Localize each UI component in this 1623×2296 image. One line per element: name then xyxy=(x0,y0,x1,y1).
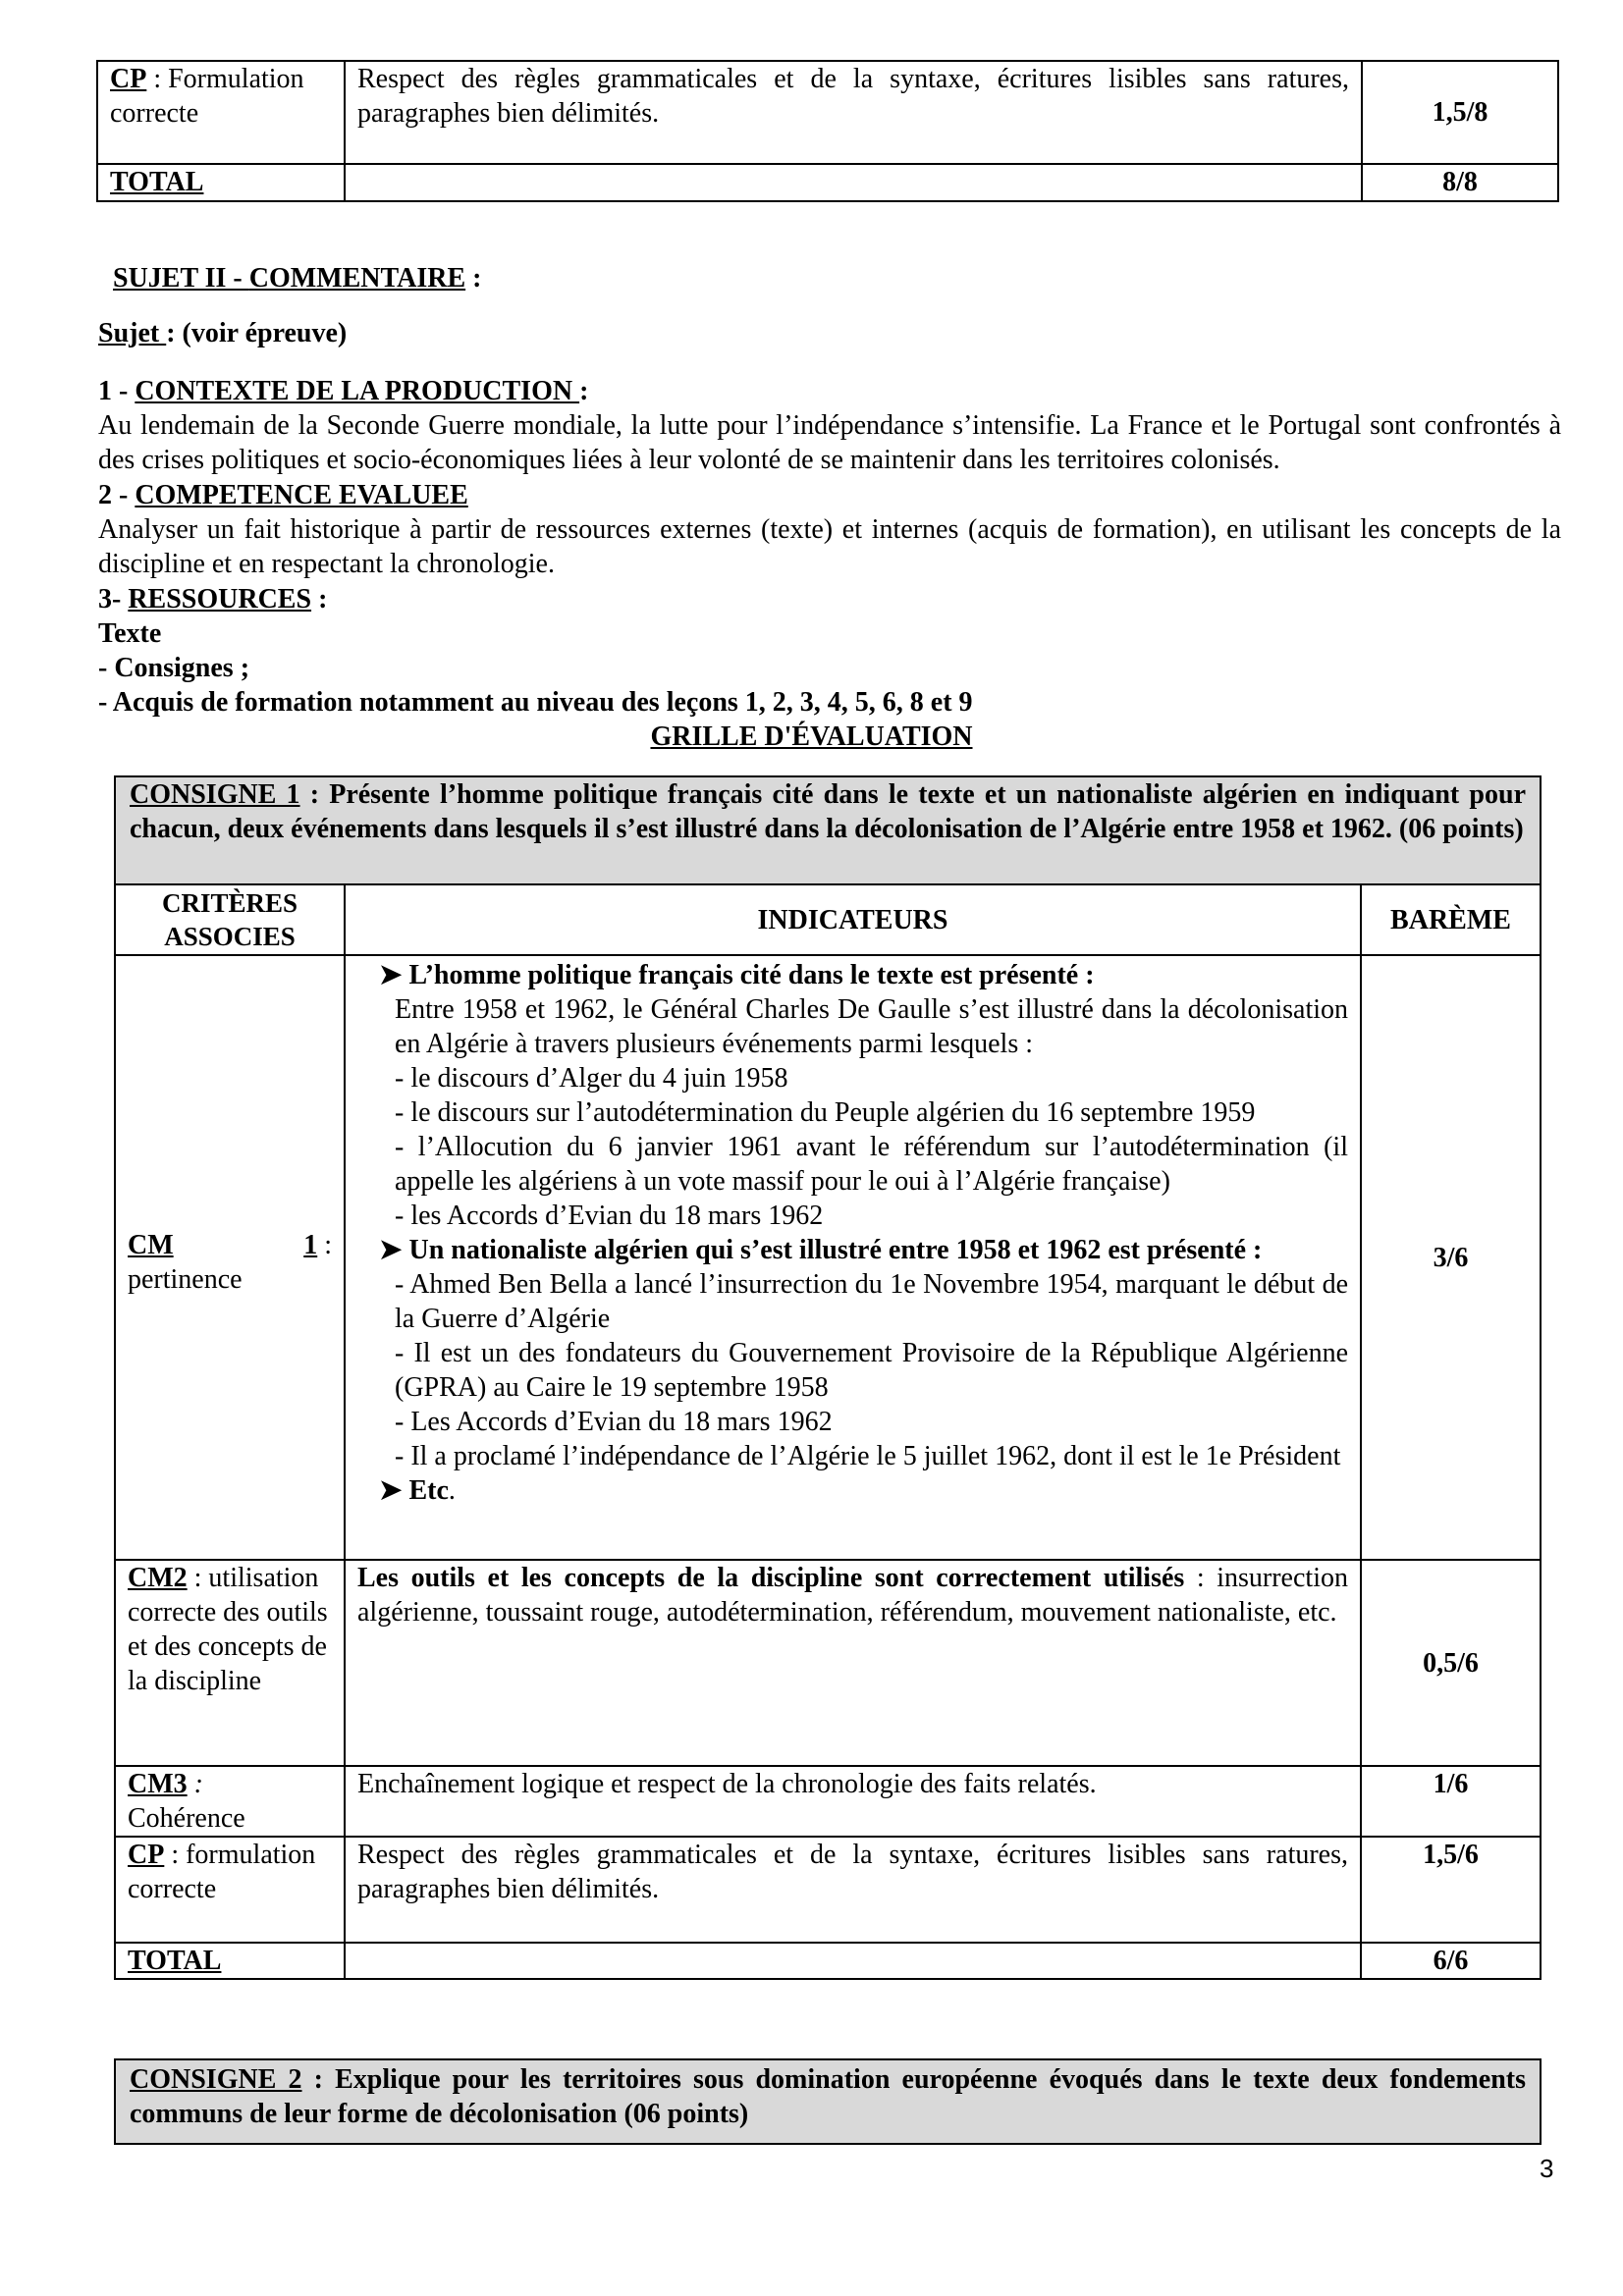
cp2-code: CP xyxy=(128,1840,165,1870)
cp2-criterion-cell xyxy=(115,1837,345,1943)
section2-text: Analyser un fait historique à partir de ressources externes (texte) et internes (acquis de formation), en utilisant les concepts de la discipline et en respectant la chronologie. xyxy=(98,514,1561,579)
sujet-heading-prefix: SUJET II - xyxy=(113,263,249,294)
list-item: - Il a proclamé l’indépendance de l’Algérie le 5 juillet 1962, dont il est le 1e Président xyxy=(395,1441,1341,1471)
list-item: - Ahmed Ben Bella a lancé l’insurrection du 1e Novembre 1954, marquant le début de la Guerre d’Algérie xyxy=(395,1269,1348,1334)
cm3-criterion-cell: CM3 : Cohérence xyxy=(115,1766,345,1837)
cm1-label: pertinence xyxy=(128,1264,243,1295)
cm1-bullet-3: ➤ Etc. xyxy=(379,1475,456,1506)
total2-label: TOTAL xyxy=(115,1943,345,1979)
consigne2-label: CONSIGNE 2 xyxy=(130,2064,302,2095)
list-item: - le discours d’Alger du 4 juin 1958 xyxy=(395,1063,788,1094)
top-grading-table xyxy=(96,60,1559,202)
header-criteres: CRITÈRES ASSOCIES xyxy=(115,884,345,955)
cm1-code: CM xyxy=(128,1230,174,1260)
cm3-label: Cohérence xyxy=(128,1803,245,1834)
grading-table xyxy=(114,775,1542,1980)
consigne1-label: CONSIGNE 1 xyxy=(130,779,300,810)
section1-heading: 1 - CONTEXTE DE LA PRODUCTION : xyxy=(98,376,589,406)
list-item: - le discours sur l’autodétermination du Peuple algérien du 16 septembre 1959 xyxy=(395,1097,1256,1128)
cp2-indicator-cell: Respect des règles grammaticales et de la syntaxe, écritures lisibles sans ratures, paragraphes bien délimités. xyxy=(345,1837,1361,1943)
total-label: TOTAL xyxy=(97,164,345,201)
cm3-indicator-cell: Enchaînement logique et respect de la chronologie des faits relatés. xyxy=(345,1766,1361,1837)
cm1-bullet-1: ➤ L’homme politique français cité dans le texte est présenté : xyxy=(379,960,1095,990)
total2-score: 6/6 xyxy=(1361,1943,1541,1979)
header-bareme: BARÈME xyxy=(1361,884,1541,955)
section1-text: Au lendemain de la Seconde Guerre mondiale, la lutte pour l’indépendance s’intensifie. La France et le Portugal sont confrontés à des crises politiques et socio-économiques liées à leur volonté de se maintenir dans les territoires colonisés. xyxy=(98,410,1561,475)
consigne1-cell xyxy=(115,776,1541,884)
list-item: - l’Allocution du 6 janvier 1961 avant le référendum sur l’autodétermination (il appelle les algériens à un vote massif pour le oui à l’Algérie française) xyxy=(395,1132,1348,1197)
cm2-score: 0,5/6 xyxy=(1361,1560,1541,1766)
header-indicateurs: INDICATEURS xyxy=(345,884,1361,955)
consigne2-table xyxy=(114,2058,1542,2145)
cp-criterion-cell xyxy=(97,61,345,164)
section3-heading: 3- RESSOURCES : xyxy=(98,584,328,614)
cm3-score: 1/6 xyxy=(1361,1766,1541,1837)
cp-code: CP xyxy=(110,64,147,94)
sujet-line xyxy=(98,316,347,350)
cm2-label: : utilisation correcte des outils et des concepts de la discipline xyxy=(128,1563,328,1696)
cm3-code: CM3 xyxy=(128,1769,188,1799)
arrowhead-bullet-icon: ➤ xyxy=(379,1475,403,1506)
cm1-criterion-cell: CM 1 : pertinence xyxy=(115,955,345,1560)
arrowhead-bullet-icon: ➤ xyxy=(379,960,403,990)
cp-label: : Formulation correcte xyxy=(110,64,304,129)
grille-title: GRILLE D'ÉVALUATION xyxy=(650,721,973,752)
cm2-code: CM2 xyxy=(128,1563,188,1593)
sujet-heading-main: COMMENTAIRE xyxy=(248,263,466,294)
consigne1-text: : Présente l’homme politique français cité dans le texte et un nationaliste algérien en indiquant pour chacun, deux événements dans lesquels il s’est illustré dans la décolonisation de l’Algérie entre 1958 et 1962. (06 points) xyxy=(130,779,1526,844)
cm2-criterion-cell xyxy=(115,1560,345,1766)
list-item: - Il est un des fondateurs du Gouvernement Provisoire de la République Algérienne (GPRA) au Caire le 19 septembre 1958 xyxy=(395,1338,1348,1403)
list-item: - les Accords d’Evian du 18 mars 1962 xyxy=(395,1201,824,1231)
cm1-score: 3/6 xyxy=(1361,955,1541,1560)
resource-item: - Consignes ; xyxy=(98,653,250,683)
resource-item: - Acquis de formation notamment au niveau des leçons 1, 2, 3, 4, 5, 6, 8 et 9 xyxy=(98,687,973,718)
sujet-label: Sujet xyxy=(98,318,167,348)
cm2-indicator-cell: Les outils et les concepts de la discipline sont correctement utilisés : insurrection algérienne, toussaint rouge, autodétermination, référendum, mouvement nationaliste, etc. xyxy=(345,1560,1361,1766)
cp-indicator-cell: Respect des règles grammaticales et de la syntaxe, écritures lisibles sans ratures, paragraphes bien délimités. xyxy=(345,61,1362,164)
arrowhead-bullet-icon: ➤ xyxy=(379,1235,403,1265)
total-score: 8/8 xyxy=(1362,164,1558,201)
cp2-score: 1,5/6 xyxy=(1361,1837,1541,1943)
sujet-text: : (voir épreuve) xyxy=(166,318,348,348)
section2-heading: 2 - COMPETENCE EVALUEE xyxy=(98,480,468,510)
sujet-heading: SUJET II - COMMENTAIRE : xyxy=(113,263,482,294)
cp-score: 1,5/8 xyxy=(1362,61,1558,164)
cm1-b1-text: Entre 1958 et 1962, le Général Charles De Gaulle s’est illustré dans la décolonisation en Algérie à travers plusieurs événements parmi lesquels : xyxy=(395,994,1348,1059)
consigne2-cell xyxy=(115,2059,1541,2144)
cp2-label: : formulation correcte xyxy=(128,1840,316,1904)
consigne2-text: : Explique pour les territoires sous domination européenne évoqués dans le texte deux fondements communs de leur forme de décolonisation (06 points) xyxy=(130,2064,1526,2129)
list-item: - Les Accords d’Evian du 18 mars 1962 xyxy=(395,1407,833,1437)
cm1-bullet-2: ➤ Un nationaliste algérien qui s’est illustré entre 1958 et 1962 est présenté : xyxy=(379,1235,1263,1265)
page-number: 3 xyxy=(1540,2154,1554,2183)
cm1-indicator-cell xyxy=(345,955,1361,1560)
resource-item: Texte xyxy=(98,618,162,649)
